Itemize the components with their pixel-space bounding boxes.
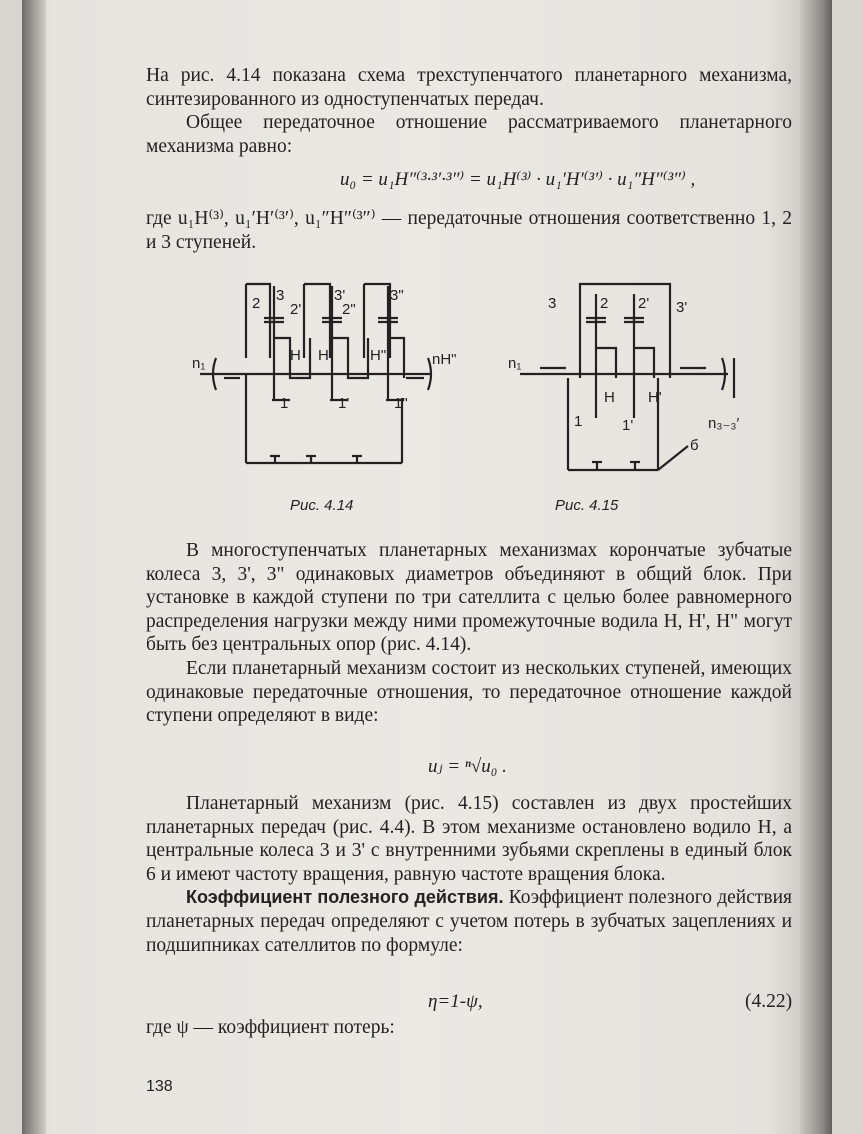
kpd-text: Коэффициент полезного действия планетарных передач определяют с учетом потерь в зубчатых зацеплениях и подшипниках сателлитов по формуле: bbox=[146, 887, 792, 956]
paragraph-7 bbox=[146, 886, 792, 957]
kpd-heading: Коэффициент полезного действия. bbox=[186, 887, 504, 908]
fig414-label-1: 1 bbox=[280, 395, 289, 412]
formula-uj: uⱼ = ⁿ√u₀ . bbox=[428, 756, 507, 777]
caption-fig-4-14: Рис. 4.14 bbox=[290, 497, 354, 514]
page-number: 138 bbox=[146, 1078, 173, 1095]
fig414-label-nH: nH" bbox=[432, 351, 457, 368]
paragraph-8: где ψ — коэффициент потерь: bbox=[146, 1017, 395, 1038]
fig415-label-Hp: H' bbox=[648, 389, 662, 406]
paragraph-2: Общее передаточное отношение рассматриваемого планетарного механизма равно: bbox=[146, 112, 792, 157]
paragraph-3: где u₁H⁽³⁾, u₁′H′⁽³′⁾, u₁″H″⁽³″⁾ — передаточные отношения соответственно 1, 2 и 3 ступеней. bbox=[146, 208, 792, 253]
text-block-top bbox=[146, 64, 792, 158]
formula-eta: η=1-ψ, bbox=[428, 991, 483, 1012]
fig414-label-2pp: 2" bbox=[342, 301, 356, 318]
fig414-label-n1: n₁ bbox=[192, 355, 206, 372]
fig415-label-H: H bbox=[604, 389, 615, 406]
caption-fig-4-15: Рис. 4.15 bbox=[555, 497, 619, 514]
fig414-label-H: H bbox=[290, 347, 301, 364]
fig415-label-n1: n₁ bbox=[508, 355, 522, 372]
figure-4-15-diagram bbox=[500, 278, 790, 478]
text-block-middle bbox=[146, 539, 792, 728]
fig415-label-6: б bbox=[690, 437, 699, 454]
paragraph-5: Если планетарный механизм состоит из нескольких ступеней, имеющих одинаковые передаточные отношения, то передаточное отношение каждой ступени определяют в виде: bbox=[146, 657, 792, 727]
page-edge-shadow bbox=[800, 0, 832, 1134]
fig415-label-2: 2 bbox=[600, 295, 609, 312]
text-block-lower bbox=[146, 792, 792, 957]
equation-number: (4.22) bbox=[745, 991, 793, 1012]
fig415-label-1: 1 bbox=[574, 413, 583, 430]
fig415-label-1p: 1' bbox=[622, 417, 634, 434]
formula-u0: u₀ = u₁H″⁽³·³′·³″⁾ = u₁H⁽³⁾ · u₁′H′⁽³′⁾ · u₁″H″⁽³″⁾ , bbox=[340, 169, 696, 190]
paragraph-1: На рис. 4.14 показана схема трехступенчатого планетарного механизма, синтезированного из одноступенчатых передач. bbox=[146, 65, 792, 110]
fig414-label-Hpp: H" bbox=[370, 347, 387, 364]
fig415-label-3: 3 bbox=[548, 295, 557, 312]
fig415-label-3p: 3' bbox=[676, 299, 688, 316]
fig414-label-2p: 2' bbox=[290, 301, 302, 318]
fig414-label-3pp: 3" bbox=[390, 287, 404, 304]
paragraph-4: В многоступенчатых планетарных механизмах корончатые зубчатые колеса 3, 3', 3" одинаковых диаметров объединяют в общий блок. При установке в каждой ступени по три сателлита с целью более равномерного распределения нагрузки между ними промежуточные водила H, H', H" могут быть без центральных опор (рис. 4.14). bbox=[146, 540, 792, 656]
fig414-label-3: 3 bbox=[276, 287, 285, 304]
paragraph-6: Планетарный механизм (рис. 4.15) составлен из двух простейших планетарных передач (рис. 4.4). В этом механизме остановлено водило H, а центральные колеса 3 и 3' с внутренними зубьями скреплены в единый блок 6 и имеют частоту вращения, равную частоте вращения блока. bbox=[146, 793, 792, 885]
fig414-label-2: 2 bbox=[252, 295, 261, 312]
fig414-label-1pp: 1" bbox=[394, 395, 408, 412]
fig414-label-Hp: H' bbox=[318, 347, 332, 364]
figure-4-14-diagram bbox=[180, 278, 457, 478]
fig415-label-2p: 2' bbox=[638, 295, 650, 312]
fig415-label-n33: n₃₋₃′ bbox=[708, 415, 740, 432]
fig414-label-3p: 3' bbox=[334, 287, 346, 304]
fig414-label-1p: 1' bbox=[338, 395, 350, 412]
page-binding-shadow bbox=[22, 0, 46, 1134]
